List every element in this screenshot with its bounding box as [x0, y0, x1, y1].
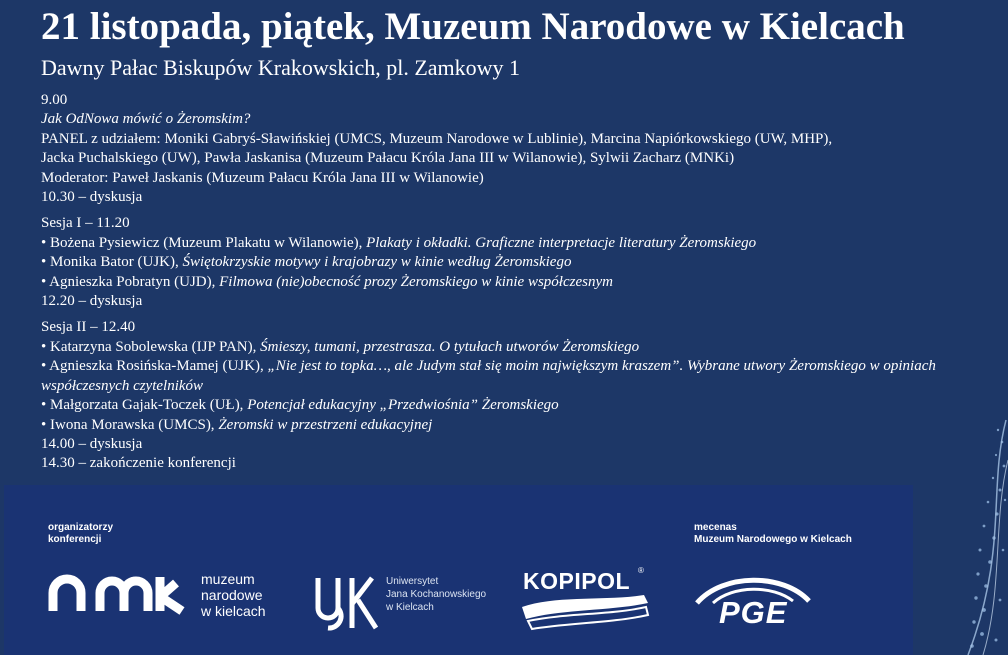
venue-address: Dawny Pałac Biskupów Krakowskich, pl. Zamkowy 1: [41, 55, 521, 80]
talk-title: Żeromski w przestrzeni edukacyjnej: [218, 416, 433, 433]
talk-speaker: • Agnieszka Pobratyn (UJD),: [41, 273, 220, 290]
talk-speaker: • Monika Bator (UJK),: [41, 254, 183, 271]
list-item: [41, 234, 961, 253]
panel-participants-line-1: PANEL z udziałem: Moniki Gabryś-Sławińskiej (UMCS, Muzeum Narodowe w Lublinie), Marcina Napiórkowskiego (UW, MHP),: [41, 130, 833, 147]
closing-time: 14.30 – zakończenie konferencji: [41, 455, 236, 472]
program: [41, 91, 961, 474]
mnk-logo-text: muzeum narodowe w kielcach: [201, 571, 266, 619]
talk-title: Plakaty i okładki. Graficzne interpretacje literatury Żeromskiego: [366, 234, 757, 251]
mnk-logo-icon: [48, 573, 188, 615]
session-2-discussion: 14.00 – dyskusja: [41, 435, 143, 452]
session-1-discussion: 12.20 – dyskusja: [41, 293, 143, 310]
ujk-logo-text: Uniwersytet Jana Kochanowskiego w Kielcach: [386, 576, 487, 613]
organizers-caption: organizatorzy konferencji: [48, 522, 114, 545]
list-item: [41, 396, 961, 415]
panel-moderator: Moderator: Paweł Jaskanis (Muzeum Pałacu Króla Jana III w Wilanowie): [41, 169, 484, 186]
panel-participants-line-2: Jacka Puchalskiego (UW), Pawła Jaskanisa (Muzeum Pałacu Króla Jana III w Wilanowie), Sylwii Zacharz (MNKi): [41, 150, 735, 167]
list-item: [41, 273, 961, 292]
pge-logo-text: PGE: [719, 595, 788, 630]
panel-discussion: 10.30 – dyskusja: [41, 189, 143, 206]
talk-title: Świętokrzyskie motywy i krajobrazy w kinie według Żeromskiego: [182, 254, 572, 271]
kopipol-logo-text: KOPIPOL: [523, 568, 631, 594]
list-item: [41, 253, 961, 272]
talk-title: Filmowa (nie)obecność prozy Żeromskiego w kinie współczesnym: [219, 273, 613, 290]
sponsors-footer: [4, 485, 913, 655]
talk-title: Śmieszy, tumani, przestrasza. O tytułach utworów Żeromskiego: [260, 338, 640, 355]
talk-title: „Nie jest to topka…, ale Judym stał się moim największym kraszem”. Wybrane utwory Żeromskiego w opiniach współczesnych czytelników: [41, 358, 936, 394]
session-2-heading: Sesja II – 12.40: [41, 319, 136, 336]
patron-caption: mecenas Muzeum Narodowego w Kielcach: [694, 522, 852, 545]
talk-title: Potencjał edukacyjny „Przedwiośnia” Żeromskiego: [247, 397, 559, 414]
panel-time: 9.00: [41, 92, 68, 108]
page-title: 21 listopada, piątek, Muzeum Narodowe w Kielcach: [41, 5, 905, 48]
panel-title: Jak OdNowa mówić o Żeromskim?: [41, 111, 251, 128]
session-1-heading: Sesja I – 11.20: [41, 215, 130, 232]
list-item: [41, 338, 961, 357]
talk-speaker: • Małgorzata Gajak-Toczek (UŁ),: [41, 397, 248, 414]
talk-speaker: • Katarzyna Sobolewska (IJP PAN),: [41, 338, 261, 355]
list-item: [41, 357, 961, 396]
ujk-logo-icon: [314, 574, 378, 632]
list-item: [41, 416, 961, 435]
talk-speaker: • Agnieszka Rosińska-Mamej (UJK),: [41, 358, 268, 375]
talk-speaker: • Bożena Pysiewicz (Muzeum Plakatu w Wilanowie),: [41, 234, 367, 251]
talk-speaker: • Iwona Morawska (UMCS),: [41, 416, 219, 433]
header: [41, 4, 905, 82]
registered-mark: ®: [638, 566, 644, 575]
